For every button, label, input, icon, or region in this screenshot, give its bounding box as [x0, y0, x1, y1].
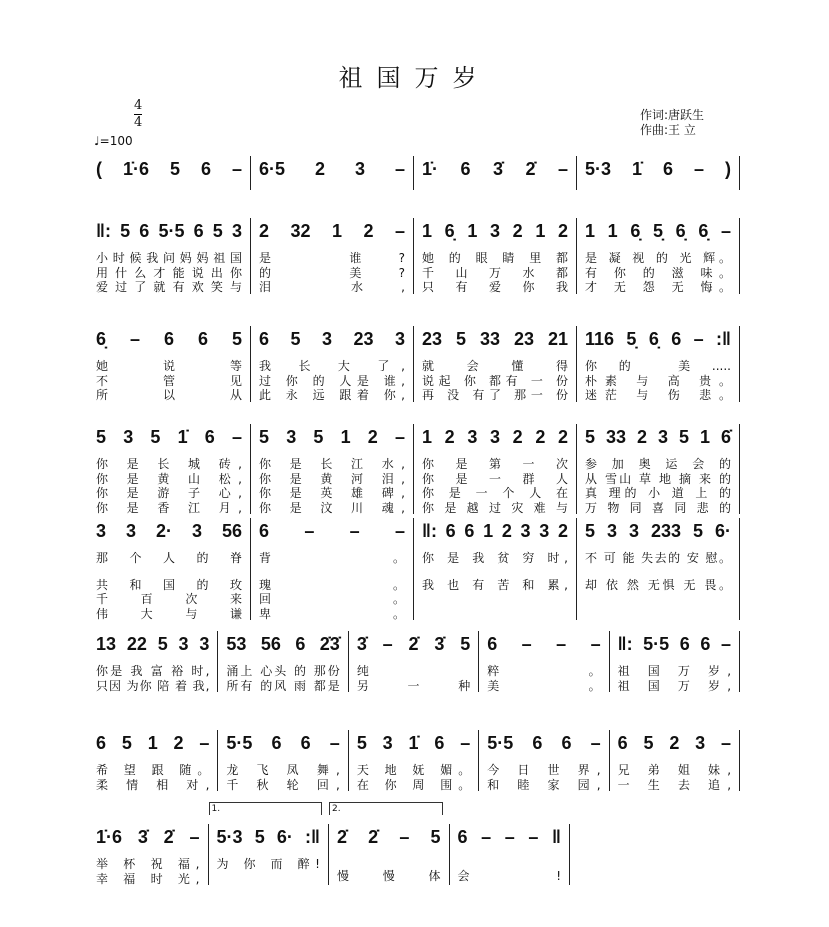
lyric-line: 瑰。: [259, 577, 405, 592]
lyric-line: 千 秋 轮 回,: [226, 777, 340, 792]
measure: [217, 631, 347, 692]
lyric-line: 真 理的 小 道 上 的: [585, 486, 731, 500]
lyrics-block: [259, 458, 405, 514]
lyric-line: 才 无 怨 无 悔。: [585, 280, 731, 294]
time-signature: [134, 98, 142, 131]
measure-notes: 5 3 5 1 2 –: [259, 427, 405, 447]
lyric-line: 一 生 去 追,: [617, 777, 732, 792]
measure: [576, 218, 740, 294]
lyrics-block: [618, 665, 731, 692]
lyrics-block: [422, 552, 568, 591]
lyrics-block: [357, 764, 470, 791]
lyric-line: 你 是 香 江 月,: [96, 500, 242, 515]
staff-system: [88, 156, 740, 190]
lyric-line: 从 雪山 草 地 摘 来 的: [585, 471, 731, 486]
measure: [88, 824, 208, 885]
lyrics-block: [96, 458, 242, 514]
measure: [413, 518, 576, 620]
lyrics-block: [96, 552, 242, 620]
lyric-line: 举 杯 祝 福,: [96, 857, 200, 871]
measure-notes: 5 3 1̇ 6 –: [356, 733, 471, 753]
measure: [88, 730, 217, 791]
measure: [478, 730, 608, 791]
measure-notes: 3 3 2· 3 56: [96, 521, 242, 541]
measure-notes: 5·3 1̇ 6 – ): [585, 159, 731, 179]
lyrics-block: [217, 858, 321, 883]
lyric-line: [458, 858, 562, 868]
measure-notes: 6 5 1 2 –: [96, 733, 210, 753]
lyric-line: 万 物 同 喜 同 悲 的: [585, 500, 731, 515]
volta-bracket: 1.: [209, 802, 323, 815]
lyric-line: 爱 过 了 就 有 欢 笑 与: [96, 280, 242, 294]
lyric-line: 你 是 一 群 人: [422, 471, 568, 486]
measure: [88, 631, 217, 692]
lyrics-block: [422, 252, 568, 294]
lyrics-block: [337, 858, 441, 883]
lyrics-block: [422, 360, 568, 402]
lyric-line: 卑。: [259, 606, 405, 621]
measure: [478, 631, 608, 692]
lyric-line: 你 是 越 过 灾 难 与: [422, 500, 568, 515]
lyric-line: 小 时 候 我 问 妈 妈 祖 国: [96, 251, 242, 265]
lyric-line: 你 是 第 一 次: [422, 457, 568, 471]
measure: [250, 156, 413, 190]
lyric-line: 你 是 黄 山 松,: [96, 471, 242, 486]
lyric-line: 兄 弟 姐 妹,: [617, 763, 732, 777]
credits: [640, 108, 704, 138]
lyric-line: 今 日 世 界,: [487, 763, 601, 777]
measure: [609, 631, 740, 692]
lyrics-block: [585, 252, 731, 294]
lyric-line: 你 是 汶 川 魂,: [259, 500, 405, 515]
lyrics-block: [259, 552, 405, 620]
staff-system: [88, 631, 740, 692]
lyrics-block: [259, 360, 405, 402]
lyrics-block: [96, 764, 209, 791]
lyrics-block: [259, 252, 405, 294]
measure: [609, 730, 740, 791]
measure: [576, 518, 740, 620]
lyric-line: 涌上 心头 的 那份: [226, 664, 340, 678]
lyric-line: 背。: [259, 551, 405, 565]
measure: [88, 156, 250, 190]
staff-system: [88, 518, 740, 620]
measure-notes: 3̇ – 2̇ 3̇ 5: [356, 634, 471, 654]
measure: [576, 156, 740, 190]
measure: [88, 518, 250, 620]
measure: [250, 218, 413, 294]
measure: [88, 326, 250, 402]
lyric-line: 不 可 能 失去的 安 慰。: [585, 551, 731, 565]
measure-notes: 5·5 6 6 –: [226, 733, 340, 753]
lyric-line: 我 也 有 苦 和 累,: [422, 577, 568, 592]
lyrics-block: [487, 665, 600, 692]
lyric-line: 你 是 我 贫 穷 时,: [422, 551, 568, 565]
measure-notes: 2̇ 2̇ – 5: [337, 827, 441, 847]
measure: [88, 424, 250, 514]
lyrics-block: [618, 764, 731, 791]
staff-system: [88, 424, 740, 514]
lyric-line: 泪 水,: [259, 280, 405, 294]
measure: [217, 730, 347, 791]
lyric-line: 你 是 长 城 砖,: [96, 457, 242, 471]
lyric-line: 你 是 游 子 心,: [96, 486, 242, 500]
lyric-line: 幸 福 时 光,: [96, 871, 200, 886]
lyric-line: 我 长 大 了,: [259, 359, 405, 373]
tempo-mark: ♩=100: [94, 134, 133, 148]
measure: [413, 424, 576, 514]
measure: [449, 824, 571, 885]
measure-notes: 5 3 5 1̇ 6 –: [96, 427, 242, 447]
measure-notes: 1̇·6 3̇ 2̇ –: [96, 827, 200, 847]
lyric-line: 共 和 国 的 玫: [96, 577, 242, 592]
measure: [348, 730, 478, 791]
lyric-line: 是 谁?: [259, 251, 405, 265]
lyric-line: 柔 情 相 对,: [96, 777, 210, 792]
measure-notes: 6 – – –: [487, 634, 601, 654]
measure: [576, 424, 740, 514]
lyrics-block: [585, 360, 731, 402]
lyric-line: 你的 美.....: [585, 359, 731, 373]
staff-system: [88, 326, 740, 402]
lyric-line: 参 加 奥 运 会 的: [585, 457, 731, 471]
lyric-line: 只因 为你 陪 着 我,: [96, 678, 210, 693]
lyric-line: 祖 国 万 岁,: [617, 664, 732, 678]
lyric-line: 美。: [487, 678, 601, 693]
lyric-line: 回。: [259, 592, 405, 606]
lyric-line: [217, 873, 321, 883]
lyric-line: 你 是 黄 河 泪,: [259, 471, 405, 486]
measure-notes: 6 5 3 23 3: [259, 329, 405, 349]
lyric-line: 用 什 么 才 能 说 出 你: [96, 265, 242, 280]
measure-notes: 6̣ – 6 6 5: [96, 329, 242, 349]
lyric-line: 另 一 种: [356, 678, 471, 693]
lyrics-block: [226, 764, 339, 791]
measure: [413, 156, 576, 190]
lyric-line: 就 会 懂 得: [422, 359, 568, 373]
lyrics-block: [226, 665, 339, 692]
staff-system: [88, 218, 740, 294]
lyric-line: 伟 大 与 谦: [96, 606, 242, 621]
lyric-line: 慢 慢 体: [337, 869, 441, 883]
lyric-line: 说起 你 都有 一 份: [422, 373, 568, 388]
lyric-line: 你是 我 富 裕 时,: [96, 664, 210, 678]
lyric-line: 所有 的风 雨 都是: [226, 678, 340, 693]
lyric-line: 迷茫 与 伤 悲。: [585, 388, 731, 402]
measure-notes: 1 6̣ 1 3 2 1 2: [422, 221, 568, 241]
lyric-line: 不 管 见: [96, 373, 242, 388]
staff-system: [88, 730, 740, 791]
measure-notes: 6 5 2 3 –: [617, 733, 732, 753]
lyrics-block: [422, 458, 568, 514]
lyric-line: 再 没 有了 那一 份: [422, 388, 568, 402]
measure-notes: 2 32 1 2 –: [259, 221, 405, 241]
lyric-line: 她 说 等: [96, 359, 242, 373]
tempo-value: =100: [99, 134, 133, 148]
lyric-line: 和 睦 家 园,: [487, 777, 601, 792]
measure-notes: 6·5 2 3 –: [259, 159, 405, 179]
lyric-line: 祖 国 万 岁,: [617, 678, 732, 693]
lyric-line: 会!: [457, 869, 561, 883]
lyric-line: 千 山 万 水 都: [422, 265, 568, 280]
measure: [250, 518, 413, 620]
measure: [328, 804, 449, 885]
measure-notes: 5 33 2 3 5 1 6̇: [585, 427, 731, 447]
measure-notes: 5 3 3 233 5 6·: [585, 521, 731, 541]
volta-bracket: 2.: [329, 802, 443, 815]
measure: [208, 804, 329, 885]
measure: [413, 218, 576, 294]
lyricist: 作词:唐跃生: [640, 108, 705, 122]
measure-notes: ( 1̇·6 5 6 –: [96, 159, 242, 179]
lyrics-block: [96, 360, 242, 402]
lyric-line: [422, 567, 568, 577]
lyric-line: 只 有 爱 你 我: [422, 280, 568, 294]
measure-notes: 1̇· 6 3̇ 2̇ –: [422, 159, 568, 179]
lyric-line: 过 你 的 人是 谁,: [259, 373, 405, 388]
lyric-line: 所 以 从: [96, 388, 242, 402]
measure: [413, 326, 576, 402]
measure: [250, 424, 413, 514]
measure-notes: 5·5 6 6 –: [487, 733, 601, 753]
measure-notes: ‖: 5 6 5·5 6 5 3: [96, 221, 242, 241]
lyric-line: 为 你 而 醉!: [216, 857, 320, 871]
lyric-line: 朴素 与 高 贵。: [585, 373, 731, 388]
lyric-line: 的 美?: [259, 265, 405, 280]
lyric-line: 有 你 的 滋 味。: [585, 265, 731, 280]
measure-notes: ‖: 5·5 6 6 –: [617, 634, 732, 654]
lyrics-block: [458, 858, 562, 883]
measure: [250, 326, 413, 402]
measure-notes: ‖: 6 6 1 2 3 3 2: [422, 521, 568, 541]
lyrics-block: [585, 552, 731, 591]
measure-notes: 6 – – –: [259, 521, 405, 541]
meter-top: 4: [134, 98, 143, 113]
lyrics-block: [585, 458, 731, 514]
lyric-line: 她 的 眼 睛 里 都: [422, 251, 568, 265]
lyric-line: [259, 567, 405, 577]
measure-notes: 1 1 6̣ 5̣ 6̣ 6̣ –: [585, 221, 731, 241]
lyric-line: 却 依 然 无惧 无 畏。: [585, 577, 731, 592]
measure-notes: 6 – – – ‖: [457, 827, 561, 847]
lyric-line: 希 望 跟 随。: [96, 763, 210, 777]
lyric-line: 你 是 长 江 水,: [259, 457, 405, 471]
lyrics-block: [96, 665, 209, 692]
lyrics-block: [487, 764, 600, 791]
measure-notes: 5·3 5 6· :‖: [216, 827, 320, 847]
measure-notes: 116 5̣ 6̣ 6 – :‖: [585, 329, 731, 349]
measure: [576, 326, 740, 402]
lyric-line: 此 永 远 跟着 你,: [259, 388, 405, 402]
measure: [348, 631, 478, 692]
song-title: 祖国万岁: [338, 64, 491, 92]
lyric-line: 龙 飞 凤 舞,: [226, 763, 340, 777]
measure-notes: 53 56 6 2̇3̇: [226, 634, 340, 654]
lyric-line: [585, 567, 731, 577]
lyric-line: 纯: [356, 664, 369, 678]
lyric-line: 那 个 人 的 脊: [96, 551, 242, 565]
lyrics-block: [96, 252, 242, 294]
lyric-line: 你 是 英 雄 碑,: [259, 486, 405, 500]
composer: 作曲:王 立: [640, 123, 696, 137]
measure-notes: 13 22 5 3 3: [96, 634, 210, 654]
lyrics-block: [357, 665, 470, 692]
lyric-line: 是 凝 视 的 光 辉。: [585, 251, 731, 265]
lyric-line: [96, 567, 242, 577]
measure-notes: 23 5 33 23 21: [422, 329, 568, 349]
measure-notes: 1 2 3 3 2 2 2: [422, 427, 568, 447]
meter-bottom: 4: [134, 115, 143, 130]
measure: [88, 218, 250, 294]
lyric-line: [337, 858, 441, 868]
lyric-line: 粹。: [487, 664, 601, 678]
lyric-line: 天 地 妩 媚。: [356, 763, 471, 777]
staff-system: [88, 804, 570, 886]
lyric-line: 你 是 一 个 人 在: [422, 486, 568, 500]
lyric-line: 千 百 次 来: [96, 592, 242, 606]
lyrics-block: [96, 858, 200, 885]
lyric-line: 在 你 周 围。: [356, 777, 471, 792]
